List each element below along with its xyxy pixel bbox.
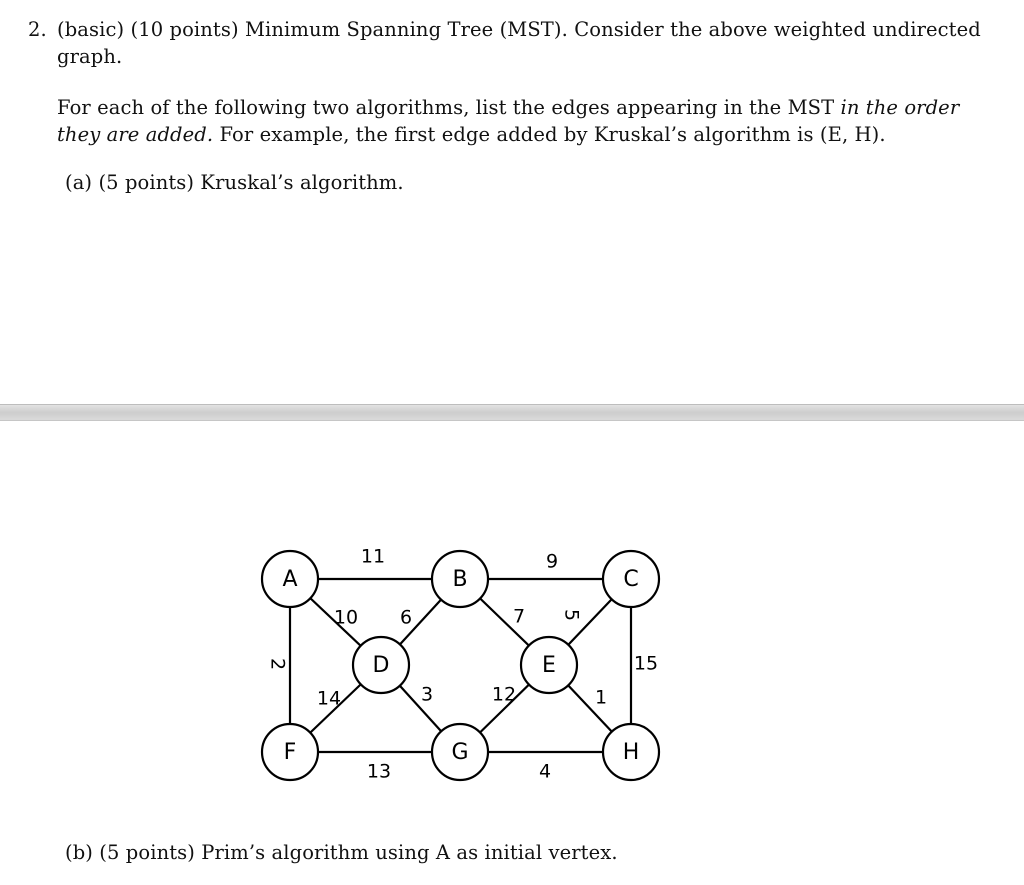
node-a [262,551,318,607]
node-label-h: H [622,740,640,765]
edge-weight-a-b: 11 [360,545,386,568]
node-e [521,637,577,693]
problem-header-line1: (basic) (10 points) Minimum Spanning Tree (MST). Consider the above weighted undirected [57,18,981,41]
edge-weight-b-c: 9 [545,550,559,573]
node-h [603,724,659,780]
node-b [432,551,488,607]
node-f [262,724,318,780]
node-label-b: B [452,567,468,592]
instruction-line2 [57,121,886,148]
weighted-graph-diagram [0,421,1024,821]
document-page-top [0,0,1024,404]
edge-weight-e-g: 12 [491,683,517,706]
edge-weight-g-h: 4 [538,760,552,783]
node-d [353,637,409,693]
edge-weight-e-h: 1 [594,686,608,709]
instruction-line1 [57,94,959,121]
instruction-line1-text: For each of the following two algorithms, list the edges appearing in the MST [57,96,841,119]
node-label-e: E [542,653,556,678]
instruction-line1-emphasis: in the order [840,96,960,119]
edge-weight-b-e: 7 [512,605,526,628]
node-c [603,551,659,607]
edge-weight-d-f: 14 [316,687,342,710]
problem-number: 2. [28,18,47,41]
edge-weight-b-d: 6 [399,606,413,629]
page-separator [0,404,1024,421]
problem-header-line2: graph. [57,45,123,68]
edge-weight-d-g: 3 [420,683,434,706]
node-label-d: D [372,653,390,678]
node-label-g: G [451,740,469,765]
edge-weight-a-f: 2 [266,657,289,671]
edge-weight-f-g: 13 [366,760,392,783]
instruction-line2-emphasis: they are added. [57,123,214,146]
part-b-label: (b) (5 points) Prim’s algorithm using A as initial vertex. [65,841,618,864]
node-label-a: A [282,567,298,592]
edge-weight-c-e: 5 [560,608,583,622]
edge-weight-a-d: 10 [333,606,359,629]
edge-weight-c-h: 15 [633,652,659,675]
node-label-c: C [623,567,639,592]
part-a-label: (a) (5 points) Kruskal’s algorithm. [65,171,404,194]
graph-nodes [262,551,659,780]
node-label-f: F [283,740,297,765]
node-g [432,724,488,780]
instruction-line2-text: For example, the first edge added by Kruskal’s algorithm is (E, H). [213,123,886,146]
